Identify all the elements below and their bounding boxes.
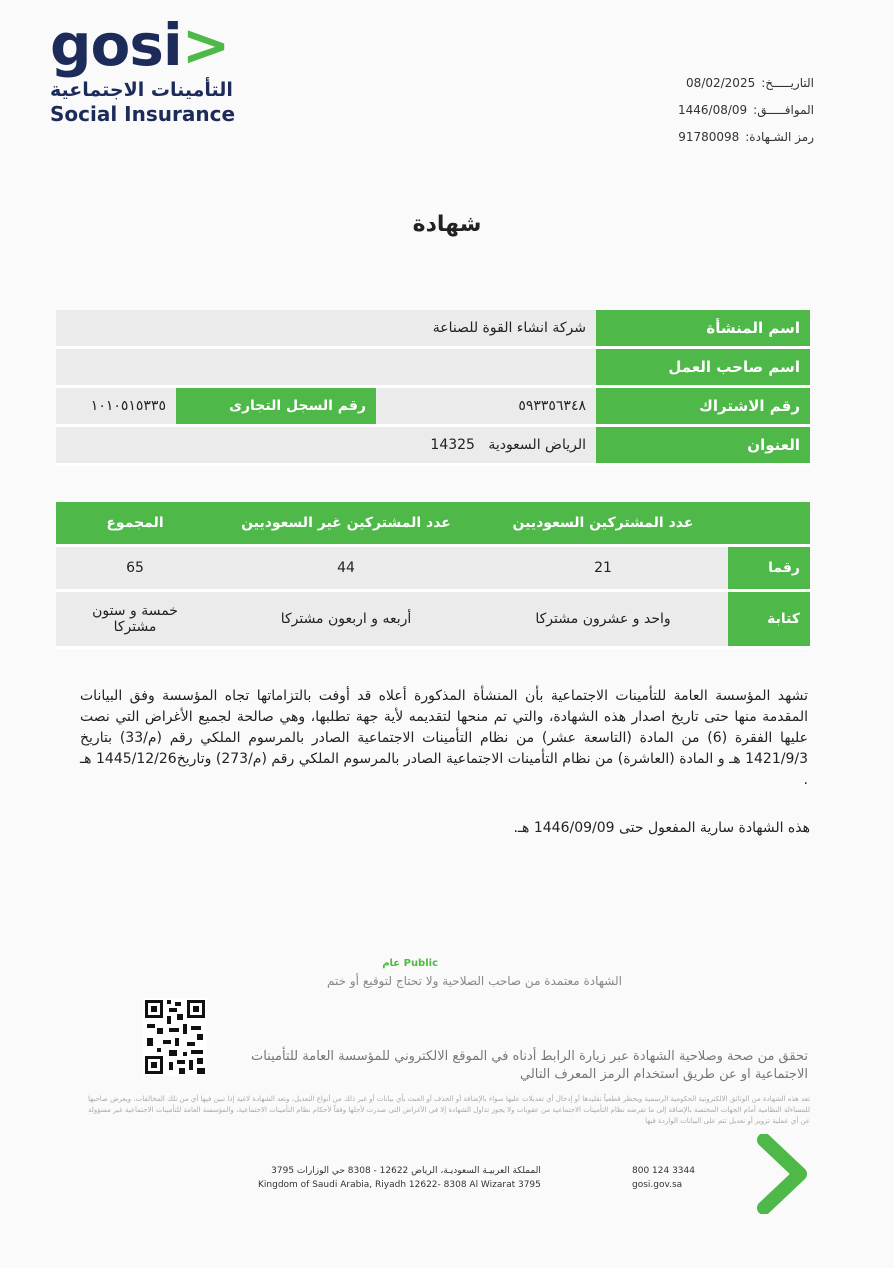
gosi-logo — [50, 11, 250, 126]
meta-date-label: التاريـــــخ: — [761, 76, 814, 90]
logo-wordmark: gosi> — [50, 11, 230, 79]
owner-row — [56, 348, 810, 387]
address-english: Kingdom of Saudi Arabia, Riyadh 12622- 8308 Al Wizarat 3795 — [258, 1180, 541, 1190]
counts-corner — [728, 502, 810, 546]
meta-hijri-row — [672, 97, 814, 124]
logo-chevron-icon: > — [181, 11, 230, 79]
cr-value: ١٠١٠٥١٥٣٣٥ — [56, 387, 176, 426]
phone-number: 800 124 3344 — [632, 1166, 695, 1176]
classification-label: Public عام — [382, 958, 438, 969]
counts-header-total: المجموع — [56, 502, 214, 546]
contact-info — [632, 1164, 695, 1192]
meta-code-row — [672, 124, 814, 151]
establishment-row — [56, 310, 810, 348]
qr-code-icon — [143, 998, 207, 1076]
words-saudi: واحد و عشرون مشتركا — [478, 591, 728, 648]
establishment-label: اسم المنشأة — [596, 310, 810, 348]
meta-date-value: 08/02/2025 — [686, 76, 756, 90]
address-arabic: المملكة العربيـة السعوديـة، الرياض 12622 - 8308 حي الوزارات 3795 — [271, 1166, 541, 1176]
address-row — [56, 426, 810, 465]
cr-label: رقم السجل التجارى — [176, 387, 376, 426]
meta-date-row — [672, 70, 814, 97]
address-label: العنوان — [596, 426, 810, 465]
validity-text: هذه الشهادة سارية المفعول حتى 1446/09/09 هـ. — [513, 820, 810, 836]
verification-text: تحقق من صحة وصلاحية الشهادة عبر زيارة الرابط أدناه في الموقع الالكتروني للمؤسسة العامة للتأمينات الاجتماعية او عن طريق استخدام الرمز المعرف التالي — [250, 1049, 808, 1082]
words-nonsaudi: أربعه و اربعون مشتركا — [214, 591, 478, 648]
subscription-row — [56, 387, 810, 426]
counts-words-label: كتابة — [728, 591, 810, 648]
count-total: 65 — [56, 546, 214, 591]
certificate-meta — [672, 70, 814, 151]
subscription-value: ٥٩٣٣٥٦٣٤٨ — [376, 387, 596, 426]
logo-english-text: Social Insurance — [50, 102, 236, 126]
counts-header-saudi: عدد المشتركين السعوديين — [478, 502, 728, 546]
subscription-label: رقم الاشتراك — [596, 387, 810, 426]
count-nonsaudi: 44 — [214, 546, 478, 591]
meta-hijri-label: الموافـــــق: — [753, 103, 814, 117]
counts-header-nonsaudi: عدد المشتركين غير السعوديين — [214, 502, 478, 546]
logo-arabic-text: التأمينات الاجتماعية — [50, 79, 233, 101]
page-title: شهادة — [412, 212, 482, 237]
meta-hijri-value: 1446/08/09 — [678, 103, 748, 117]
counts-numeric-row — [56, 546, 810, 591]
legal-fine-print: تعد هذه الشهادة من الوثائق الالكترونية الحكومية الرسمية ويحظر قطعياً تقليدها أو إدخال أي تعديلات عليها سواء بالإضافة أو الحذف أو العبث بأي بيانات أو غير ذلك من أنواع التعديل، وتعد الشهادة لاغية إذا تبين فيها أي من تلك المخالفات، ويعرض صاحبها للمساءلة النظامية أمام الجهات المختصة بالإضافة إلى ما تفرضه نظام التأمينات الاجتماعية من عقوبات ولا يجوز تداول الشهادة إلا في الأغراض التي صدرت لأجلها وفقاً لأحكام نظام التأمينات الاجتماعية، والمؤسسة العامة للتأمينات الاجتماعية غير مسؤولة عن أي عملية تزوير أو تعديل تتم على البيانات الواردة فيها — [88, 1095, 810, 1125]
approval-note: الشهادة معتمدة من صاحب الصلاحية ولا تحتاج لتوقيع أو ختم — [327, 974, 622, 988]
website-link[interactable]: gosi.gov.sa — [632, 1180, 683, 1190]
certificate-paragraph: تشهد المؤسسة العامة للتأمينات الاجتماعية بأن المنشأة المذكورة أعلاه قد أوفت بالتزاماتها تجاه المؤسسة وفق البيانات المقدمة منها حتى تاريخ اصدار هذه الشهادة، والتي تم منحها لتقديمه لأية جهة تطلبها، وهي صالحة لجميع الأغراض التي نصت عليها الفقرة (6) من المادة (التاسعة عشر) من نظام التأمينات الاجتماعية الصادر بالمرسوم الملكي رقم (م/33) بتاريخ 1421/9/3 هـ و المادة (العاشرة) من نظام التأمينات الاجتماعية الصادر بالمرسوم الملكي رقم (م/273) وتاريخ1445/12/26 هـ . — [80, 688, 808, 788]
establishment-value: شركة انشاء القوة للصناعة — [56, 310, 596, 348]
count-saudi: 21 — [478, 546, 728, 591]
counts-words-row — [56, 591, 810, 648]
words-total: خمسة و ستون مشتركا — [56, 591, 214, 648]
footer-chevron-icon — [756, 1134, 812, 1214]
address-value: الرياض السعودية — [488, 437, 586, 453]
postal-address — [258, 1164, 541, 1192]
counts-header-row — [56, 502, 810, 546]
owner-label: اسم صاحب العمل — [596, 348, 810, 387]
meta-code-value: 91780098 — [678, 130, 740, 144]
owner-value — [56, 348, 596, 387]
address-zip: 14325 — [430, 437, 475, 453]
address-value-cell — [56, 426, 596, 465]
subscriber-counts-table — [56, 502, 810, 649]
meta-code-label: رمز الشـهادة: — [745, 130, 814, 144]
establishment-info-table — [56, 310, 810, 466]
counts-numeric-label: رقما — [728, 546, 810, 591]
